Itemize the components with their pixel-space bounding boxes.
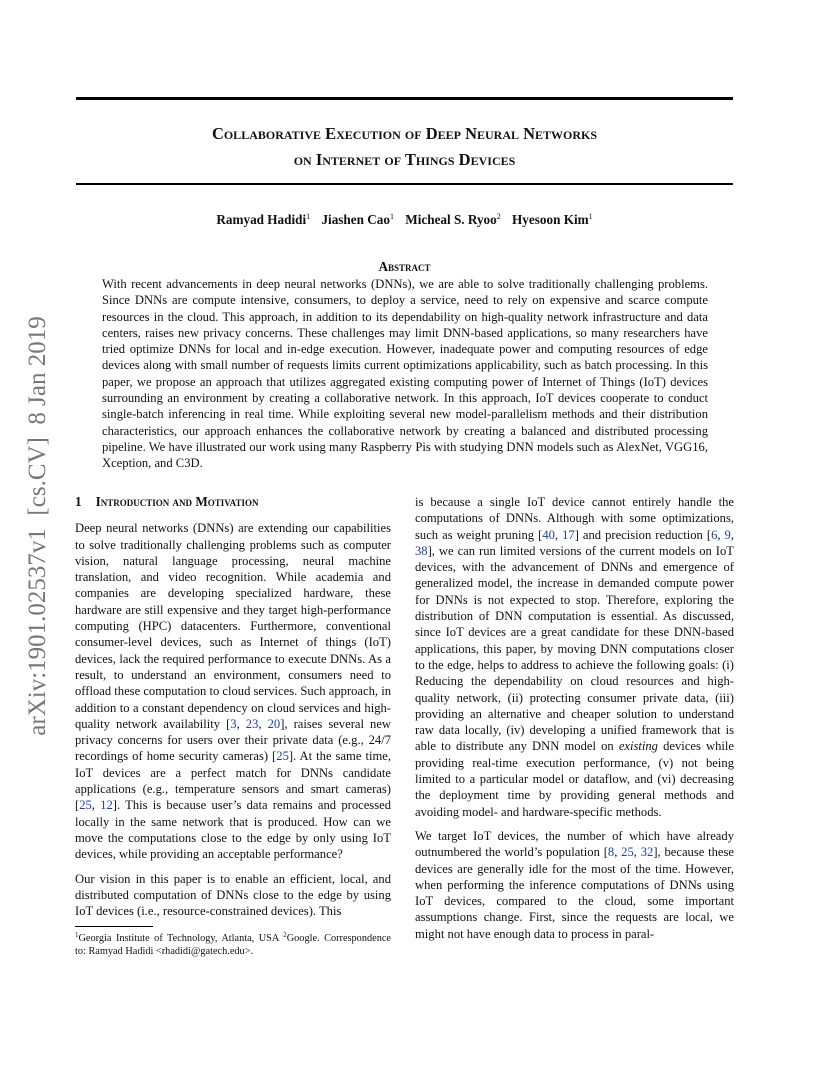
citation-link[interactable]: 3: [230, 716, 237, 731]
author: Ramyad Hadidi$^1$: [216, 212, 311, 227]
author: Micheal S. Ryoo$^2$: [405, 212, 501, 227]
citation-link[interactable]: 38: [415, 543, 428, 558]
citation-link[interactable]: 25: [79, 798, 92, 813]
citation-link[interactable]: 40: [542, 527, 555, 542]
citation-link[interactable]: 17: [562, 527, 575, 542]
citation-link[interactable]: 25: [621, 845, 634, 860]
citation-link[interactable]: 6: [711, 527, 718, 542]
abstract-text: With recent advancements in deep neural networks (DNNs), we are able to solve traditionally challenging problems. Since DNNs are compute intensive, consumers, to deploy a service, need to rely on expensive and scarce compute resources in the cloud. This approach, in addition to its dependability on high-quality network infrastructure and data centers, raises new privacy concerns. These challenges may limit DNN-based applications, so many researchers have tried optimize DNNs for local and in-edge execution. However, inadequate power and computing resources of edge devices along with small number of requests limits current optimizations applicability, such as batch processing. In this paper, we propose an approach that utilizes aggregated existing computing power of Internet of Things (IoT) devices surrounding an environment by creating a collaborative network. In this approach, IoT devices cooperate to conduct single-batch inferencing in real time. While exploiting several new model-parallelism methods and their distribution characteristics, our approach enhances the collaborative network by creating a balanced and distributed processing pipeline. We have illustrated our work using many Raspberry Pis with studying DNN models such as AlexNet, VGG16, Xception, and C3D.: [102, 277, 708, 471]
section-heading: 1 Introduction and Motivation: [75, 494, 259, 509]
citation-link[interactable]: 25: [276, 749, 289, 764]
paragraph-vision: Our vision in this paper is to enable an efficient, local, and distributed computation of DNNs close to the edge by using IoT devices (i.e., resource-constrained devices). This: [75, 871, 391, 919]
footnote-rule: [75, 926, 153, 927]
citation-link[interactable]: 9: [724, 527, 731, 542]
left-column: [75, 494, 391, 927]
citation-link[interactable]: 32: [640, 845, 654, 860]
author-list: [76, 212, 733, 228]
paragraph-intro: Deep neural networks (DNNs) are extending our capabilities to solve traditionally challenging problems such as computer vision, natural language processing, neural machine translation, and video recognition. While academia and companies are developing specialized hardware, these hardware are still expensive and they target high-performance computing (HPC) datacenters. Furthermore, conventional consumer-level devices, such as Internet of things (IoT) devices, lack the required performance to execute DNNs. As a result, to understand an environment, consumers need to offload these computation to cloud services. Such approach, in addition to a constant dependency on cloud services and high-quality network availability [3, 23, 20], raises several new privacy concerns for users over their private data (e.g., 24/7 recordings of home security cameras) [25]. At the same time, IoT devices are a perfect match for DNNs candidate applications (e.g., temperature sensors and smart cameras) [25, 12]. This is because user’s data remains and processed locally in the same network that is produced. How can we move the computations close to the edge by only using IoT devices, while providing an acceptable performance?: [75, 521, 392, 862]
author: Jiashen Cao$^1$: [321, 212, 394, 227]
citation-link[interactable]: 8: [607, 845, 615, 860]
bottom-rule: [76, 183, 733, 185]
paragraph-iot-target: We target IoT devices, the number of which have already outnumbered the world’s population [8, 25, 32], because these devices are generally idle for the most of the time. However, when performing the inference computations of DNNs using IoT devices, compared to the cloud, some important assumptions change. First, since the requests are local, we might not have enough data to process in paral-: [415, 828, 735, 941]
right-column: [415, 494, 734, 950]
abstract-heading: Abstract: [378, 259, 431, 274]
arxiv-sidebar-identifier: [13, 296, 57, 756]
citation-link[interactable]: 23: [245, 716, 259, 731]
citation-link[interactable]: 20: [267, 716, 281, 731]
title-line-2: on Internet of Things Devices: [293, 150, 516, 169]
author: Hyesoon Kim$^1$: [512, 212, 593, 227]
paper-title: [76, 121, 733, 173]
paragraph-goals: is because a single IoT device cannot entirely handle the computations of DNNs. Although with some optimizations, such as weight pruning [40, 17] and precision reduction [6, 9, 38], we can run limited versions of the current models on IoT devices, with the advancement of DNNs and emergence of generalized model, the increase in demanded compute power for DNNs is not expected to stop. Therefore, exploring the distribution of DNN computation is essential. As discussed, since IoT devices are a great candidate for these DNN-based applications, this paper, by moving DNN computations closer to the edge, helps to address to achieve the following goals: (i) Reducing the dependability on cloud resources and high-quality network, (ii) protecting consumer private data, (iii) providing an alternative and cheaper solution to understand raw data locally, (iv) developing a unified framework that is able to distribute any DNN model on existing devices while providing real-time execution performance, (v) not being limited to a particular model or dataflow, and (vi) decreasing the deployment time by providing general methods and avoiding model- and hardware-specific methods.: [415, 495, 734, 819]
top-rule: [76, 97, 733, 100]
arxiv-id-text: arXiv:1901.02537v1 [cs.CV] 8 Jan 2019: [24, 316, 51, 736]
footnote: $^1$Georgia Institute of Technology, Atlanta, USA $^2$Google. Correspondence to: Ramyad Hadidi <rhadidi@gatech.edu>.: [75, 931, 391, 957]
citation-link[interactable]: 12: [100, 798, 113, 813]
title-line-1: Collaborative Execution of Deep Neural Networks: [211, 124, 598, 143]
